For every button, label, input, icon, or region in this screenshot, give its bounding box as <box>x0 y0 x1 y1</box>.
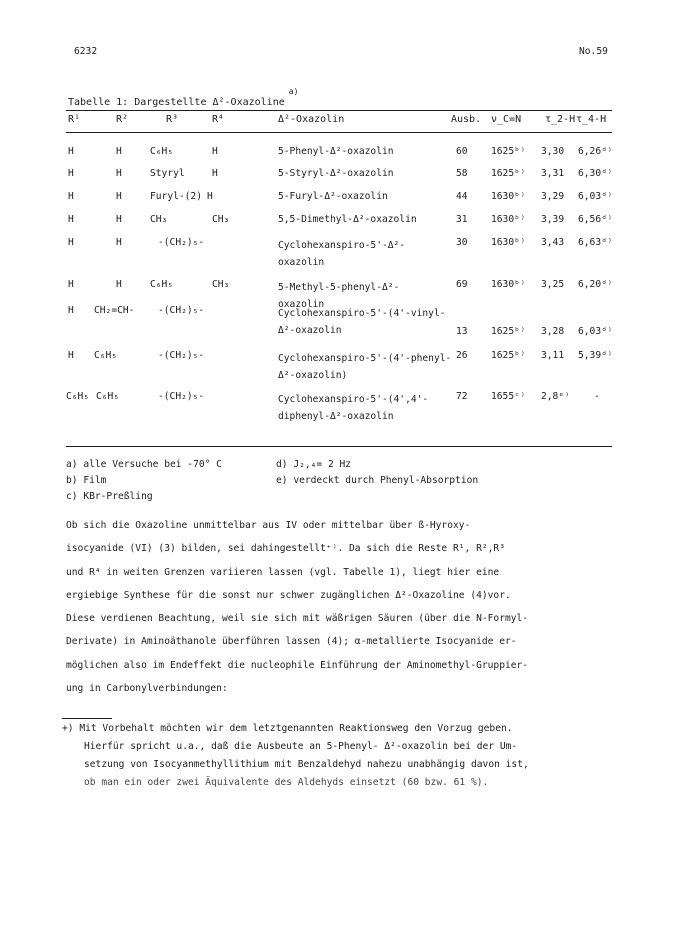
cell-r2: C₆H₅ <box>94 350 118 361</box>
body-line: isocyanide (VI) (3) bilden, sei dahingestellt⁺⁾. Da sich die Reste R¹, R²,R³ <box>66 543 505 555</box>
body-line: Ob sich die Oxazoline unmittelbar aus IV oder mittelbar über ß-Hyroxy- <box>66 520 471 531</box>
col-r3: R³ <box>166 114 179 125</box>
cell-oxazolin: 5-Phenyl-Δ²-oxazolin <box>278 146 394 157</box>
col-oxazolin: Δ²-Oxazolin <box>278 114 345 125</box>
cell-tau2: 3,29 <box>541 191 565 202</box>
cell-tau2: 3,30 <box>541 146 565 157</box>
cell-tau2: 3,28 <box>541 326 565 337</box>
note-c: c) KBr-Preßling <box>66 491 153 502</box>
cell-oxazolin: 5-Furyl-Δ²-oxazolin <box>278 191 388 202</box>
body-line: Diese verdienen Beachtung, weil sie sich mit wäßrigen Säuren (über die N-Formyl- <box>66 613 529 625</box>
cell-oxazolin: Cyclohexanspiro-5'-Δ²-oxazolin <box>278 240 406 268</box>
cell-nu: 1625ᵇ⁾ <box>491 350 526 361</box>
cell-r3: -(CH₂)₅- <box>158 391 205 402</box>
cell-nu: 1625ᵇ⁾ <box>491 168 526 179</box>
table-title <box>68 87 298 108</box>
table-header-rule <box>66 132 612 133</box>
col-r1: R¹ <box>68 114 81 125</box>
cell-r3: CH₃ <box>150 214 168 225</box>
cell-yield: 58 <box>456 168 468 179</box>
cell-r2: CH₂=CH- <box>94 305 135 316</box>
cell-r4: CH₃ <box>212 279 230 290</box>
cell-r1: H <box>68 191 74 202</box>
footnote-line: ob man ein oder zwei Äquivalente des Aldehyds einsetzt (60 bzw. 61 %). <box>84 777 489 788</box>
cell-r1: H <box>68 146 74 157</box>
cell-r3: C₆H₅ <box>150 146 174 157</box>
col-r4: R⁴ <box>212 114 225 125</box>
cell-r4: H <box>212 168 218 179</box>
cell-r4: CH₃ <box>212 214 230 225</box>
cell-nu: 1625ᵇ⁾ <box>491 146 526 157</box>
col-tau-2h: τ_2-H <box>545 114 576 125</box>
cell-yield: 31 <box>456 214 468 225</box>
cell-tau4: 6,20ᵈ⁾ <box>578 279 613 290</box>
cell-tau4: 6,26ᵈ⁾ <box>578 146 613 157</box>
cell-nu: 1625ᵇ⁾ <box>491 326 526 337</box>
cell-tau2: 3,39 <box>541 214 565 225</box>
note-d: d) J₂,₄= 2 Hz <box>276 459 352 470</box>
cell-r3: C₆H₅ <box>150 279 174 290</box>
cell-tau2: 3,25 <box>541 279 565 290</box>
note-e: e) verdeckt durch Phenyl-Absorption <box>276 475 479 486</box>
cell-r2: C₆H₅ <box>96 391 120 402</box>
cell-r1: H <box>68 350 74 361</box>
table-title-text: Tabelle 1: Dargestellte Δ²-Oxazoline <box>68 97 285 108</box>
cell-tau4: 6,03ᵈ⁾ <box>578 191 613 202</box>
cell-tau4: 6,63ᵈ⁾ <box>578 237 613 248</box>
cell-r3: -(CH₂)₅- <box>158 350 205 361</box>
cell-r1: C₆H₅ <box>66 391 90 402</box>
cell-tau2: 3,11 <box>541 350 565 361</box>
cell-yield: 26 <box>456 350 468 361</box>
cell-r1: H <box>68 214 74 225</box>
issue-number: No.59 <box>579 46 608 57</box>
cell-r4: H <box>207 191 213 202</box>
footnote <box>62 720 642 792</box>
cell-tau4: 5,39ᵈ⁾ <box>578 350 613 361</box>
table-title-note: a) <box>288 87 299 96</box>
cell-yield: 60 <box>456 146 468 157</box>
cell-tau2: 2,8ᵉ⁾ <box>541 391 570 402</box>
cell-nu: 1630ᵇ⁾ <box>491 191 526 202</box>
col-nu-cn: ν_C=N <box>491 114 522 125</box>
cell-r2: H <box>116 191 122 202</box>
cell-nu: 1630ᵇ⁾ <box>491 214 526 225</box>
page-number: 6232 <box>74 46 98 57</box>
cell-r1: H <box>68 237 74 248</box>
cell-tau4: 6,56ᵈ⁾ <box>578 214 613 225</box>
cell-yield: 72 <box>456 391 468 402</box>
body-line: und R⁴ in weiten Grenzen variieren lassen (vgl. Tabelle 1), liegt hier eine <box>66 566 500 578</box>
col-r2: R² <box>116 114 129 125</box>
cell-r1: H <box>68 305 74 316</box>
cell-yield: 69 <box>456 279 468 290</box>
cell-tau4: - <box>594 391 600 402</box>
footnote-line: setzung von Isocyanmethyllithium mit Benzaldehyd nahezu unabhängig davon ist, <box>84 759 529 770</box>
footnote-line: +) Mit Vorbehalt möchten wir dem letztgenannten Reaktionsweg den Vorzug geben. <box>62 723 513 734</box>
cell-nu: 1630ᵇ⁾ <box>491 279 526 290</box>
cell-r2: H <box>116 168 122 179</box>
col-ausbeute: Ausb. <box>451 114 482 125</box>
body-line: ergiebige Synthese für die sonst nur schwer zugänglichen Δ²-Oxazoline (4)vor. <box>66 589 511 601</box>
cell-oxazolin: 5-Methyl-5-phenyl-Δ²-oxazolin <box>278 282 400 310</box>
cell-oxazolin: 5,5-Dimethyl-Δ²-oxazolin <box>278 214 417 225</box>
cell-yield: 30 <box>456 237 468 248</box>
cell-tau2: 3,43 <box>541 237 565 248</box>
cell-nu: 1630ᵇ⁾ <box>491 237 526 248</box>
cell-tau4: 6,30ᵈ⁾ <box>578 168 613 179</box>
body-line: ung in Carbonylverbindungen: <box>66 683 228 695</box>
footnote-rule <box>62 718 112 719</box>
body-line: möglichen also im Endeffekt die nucleophile Einführung der Aminomethyl-Gruppier- <box>66 659 529 671</box>
body-line: Derivate) in Aminoäthanole überführen lassen (4); α-metallierte Isocyanide er- <box>66 636 517 648</box>
cell-r3: Furyl-(2) <box>150 191 202 202</box>
cell-r1: H <box>68 279 74 290</box>
body-paragraph <box>66 514 626 700</box>
cell-oxazolin: Cyclohexanspiro-5'-(4'-phenyl-Δ²-oxazolin) <box>278 353 452 381</box>
cell-r3: Styryl <box>150 168 185 179</box>
cell-r4: H <box>212 146 218 157</box>
col-tau-4h: τ_4-H <box>576 114 607 125</box>
table-bottom-rule <box>66 446 612 447</box>
cell-yield: 44 <box>456 191 468 202</box>
note-a: a) alle Versuche bei -70° C <box>66 459 222 470</box>
cell-r2: H <box>116 237 122 248</box>
table-top-rule <box>66 110 612 111</box>
cell-oxazolin: Cyclohexanspiro-5'-(4'-vinyl-Δ²-oxazolin <box>278 308 446 336</box>
cell-r3: -(CH₂)₅- <box>158 305 205 316</box>
cell-r2: H <box>116 279 122 290</box>
cell-r2: H <box>116 146 122 157</box>
footnote-line: Hierfür spricht u.a., daß die Ausbeute an 5-Phenyl- Δ²-oxazolin bei der Um- <box>84 741 518 752</box>
cell-tau2: 3,31 <box>541 168 565 179</box>
cell-nu: 1655ᶜ⁾ <box>491 391 526 402</box>
cell-oxazolin: Cyclohexanspiro-5'-(4',4'-diphenyl-Δ²-oxazolin <box>278 394 429 422</box>
cell-r1: H <box>68 168 74 179</box>
cell-oxazolin: 5-Styryl-Δ²-oxazolin <box>278 168 394 179</box>
note-b: b) Film <box>66 475 107 486</box>
cell-r3: -(CH₂)₅- <box>158 237 205 248</box>
cell-yield: 13 <box>456 326 468 337</box>
cell-tau4: 6,03ᵈ⁾ <box>578 326 613 337</box>
cell-r2: H <box>116 214 122 225</box>
